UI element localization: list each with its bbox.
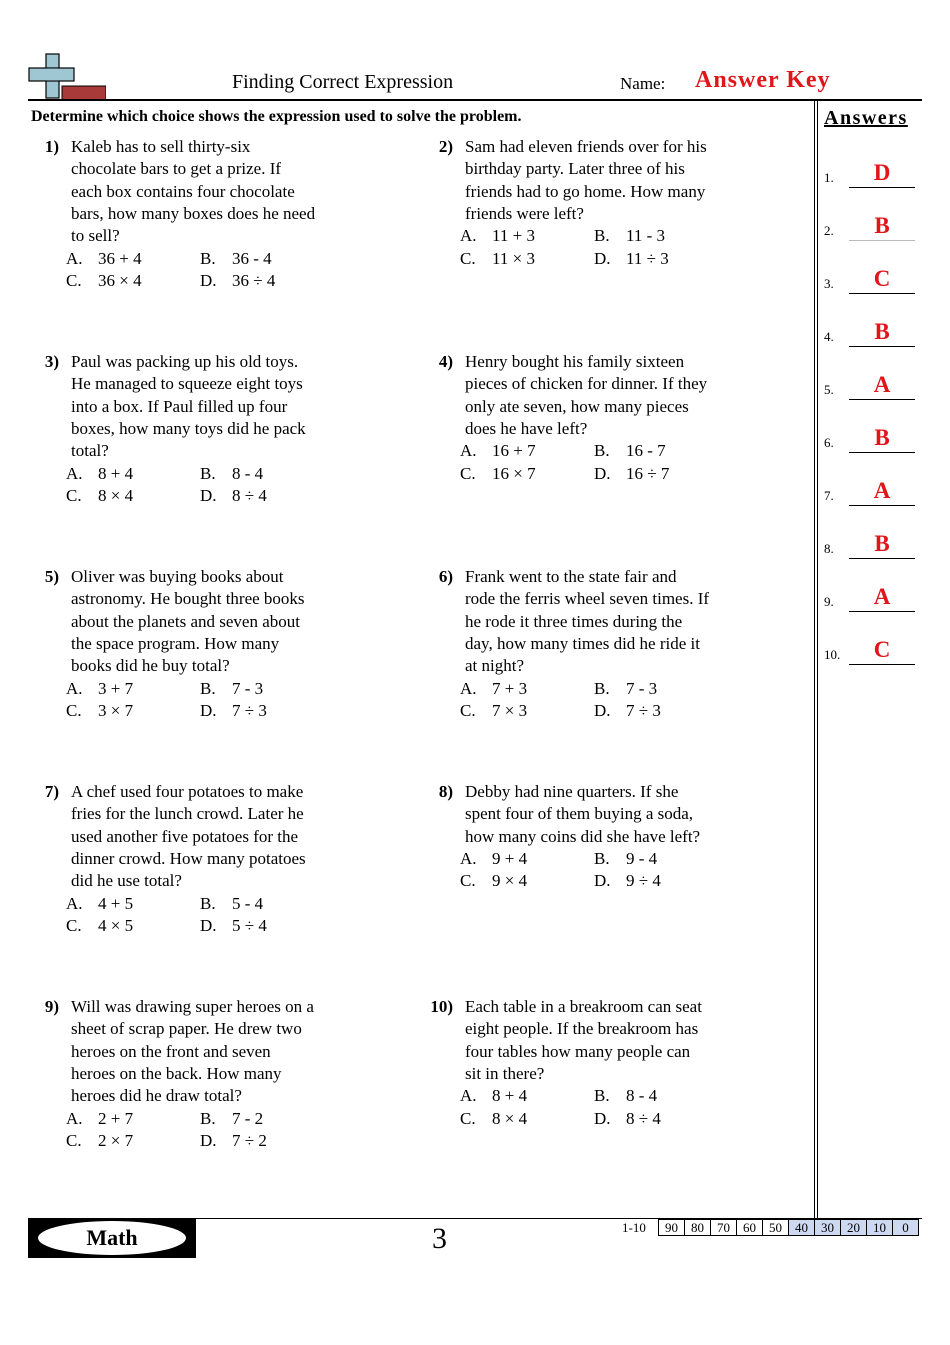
problem-text [71,781,361,892]
answer-letter: C [873,637,891,662]
problem-text-line: He managed to squeeze eight toys [71,374,303,394]
answer-choice [200,678,263,700]
answer-line [849,611,915,612]
answer-choice [594,1085,657,1107]
subject-badge [28,1218,196,1258]
answer-line [849,505,915,506]
problem-7 [36,781,366,941]
choice-letter: C. [460,871,476,891]
choice-expression: 11 × 3 [492,248,535,268]
choice-letter: A. [66,248,83,268]
choice-expression: 9 ÷ 4 [626,871,661,891]
choice-letter: D. [200,485,217,505]
choice-expression: 8 + 4 [492,1086,528,1106]
answer-number: 8. [824,541,834,556]
plus-sign-logo-icon [28,53,106,101]
problem-text-line: only ate seven, how many pieces [465,396,689,416]
problem-number: 6) [438,567,453,586]
problem-number: 3) [44,352,59,371]
score-cell: 70 [711,1220,737,1236]
choice-letter: C. [460,248,476,268]
answer-choice [200,893,263,915]
problem-10 [430,996,760,1134]
problem-text [71,566,361,677]
problem-2 [430,136,760,274]
problem-text-line: Henry bought his family sixteen [465,352,685,371]
problem-text-line: Each table in a breakroom can seat [465,997,702,1016]
problem-text-line: day, how many times did he ride it [465,633,700,653]
score-cell: 20 [841,1220,867,1236]
answer-choice [200,485,267,507]
answer-letter: C [873,266,891,291]
problem-text-line: rode the ferris wheel seven times. If [465,589,710,609]
choice-letter: C. [460,1108,476,1128]
choice-expression: 8 - 4 [232,463,264,483]
choice-letter: A. [66,678,83,698]
problem-text-line: heroes on the back. How many [71,1063,282,1083]
problem-text-line: does he have left? [465,418,588,438]
answer-letter: B [874,425,890,450]
problem-text-line: eight people. If the breakroom has [465,1019,699,1039]
choice-letter: C. [460,700,476,720]
choice-letter: B. [200,1108,216,1128]
answer-choice [66,1130,133,1152]
choice-expression: 9 × 4 [492,871,528,891]
problem-number: 4) [438,352,453,371]
answer-choice [66,485,133,507]
problem-text [465,996,755,1085]
problem-text-line: at night? [465,656,525,676]
answer-row [824,307,919,347]
choice-letter: B. [594,678,610,698]
choice-expression: 16 ÷ 7 [626,463,670,483]
answer-row [824,254,919,294]
problem-number: 10) [430,997,453,1016]
answer-choice [460,700,527,722]
problem-number: 5) [44,567,59,586]
answer-choice [460,678,527,700]
instructions: Determine which choice shows the expression used to solve the problem. [31,108,522,125]
score-cell: 80 [685,1220,711,1236]
problem-text-line: friends were left? [465,203,584,223]
answer-choice [594,225,665,247]
problem-text-line: how many coins did she have left? [465,826,701,846]
answer-key-label: Answer Key [695,67,831,93]
page-number: 3 [432,1222,447,1255]
answers-title: Answers [824,107,908,129]
problem-text-line: heroes did he draw total? [71,1086,242,1106]
problem-text-line: heroes on the front and seven [71,1041,271,1061]
choice-letter: D. [200,1130,217,1150]
problem-text-line: astronomy. He bought three books [71,589,305,609]
choice-expression: 36 - 4 [232,248,272,268]
choice-letter: D. [594,871,611,891]
problem-text-line: pieces of chicken for dinner. If they [465,374,708,394]
problem-text [71,996,361,1107]
choice-letter: D. [594,248,611,268]
choice-letter: A. [460,848,477,868]
answer-choice [594,463,669,485]
header-divider [28,99,922,101]
score-cell: 0 [893,1220,919,1236]
score-cell: 10 [867,1220,893,1236]
choice-expression: 16 + 7 [492,441,536,461]
choice-letter: B. [594,848,610,868]
choice-letter: B. [200,678,216,698]
problem-text-line: fries for the lunch crowd. Later he [71,804,304,824]
answer-letter: B [874,213,890,238]
answers-column-divider [814,101,818,1219]
name-label: Name: [620,74,666,93]
problem-number: 9) [44,997,59,1016]
choice-expression: 4 × 5 [98,915,134,935]
answer-letter: A [873,584,891,609]
choice-letter: C. [66,1130,82,1150]
subject-label: Math [86,1225,138,1250]
answer-number: 6. [824,435,834,450]
problem-text [71,136,361,247]
answer-choice [460,225,535,247]
choice-letter: B. [594,1086,610,1106]
choice-letter: D. [594,463,611,483]
score-cell: 50 [763,1220,789,1236]
problem-text-line: did he use total? [71,871,182,891]
choice-expression: 7 + 3 [492,678,528,698]
problem-text-line: Sam had eleven friends over for his [465,137,707,156]
problem-text-line: boxes, how many toys did he pack [71,418,306,438]
problem-8 [430,781,760,897]
score-cell: 60 [737,1220,763,1236]
problem-text-line: Debby had nine quarters. If she [465,782,679,801]
choice-letter: B. [594,441,610,461]
answer-letter: B [874,531,890,556]
choice-expression: 3 × 7 [98,700,134,720]
answer-choice [200,1130,267,1152]
answer-line [849,399,915,400]
answer-choice [594,440,666,462]
score-cell: 30 [815,1220,841,1236]
answer-line [849,452,915,453]
choice-letter: B. [200,463,216,483]
choice-expression: 16 - 7 [626,441,666,461]
answer-choice [66,700,133,722]
choice-letter: A. [66,893,83,913]
problem-6 [430,566,760,726]
choice-letter: C. [460,463,476,483]
problem-number: 1) [44,137,59,156]
choice-expression: 36 ÷ 4 [232,270,276,290]
choice-letter: A. [66,1108,83,1128]
choice-expression: 11 - 3 [626,226,666,246]
choice-letter: A. [460,226,477,246]
problem-text-line: the space program. How many [71,633,280,653]
answer-row [824,148,919,188]
problem-text-line: Will was drawing super heroes on a [71,997,314,1016]
answer-choice [200,700,267,722]
answer-number: 9. [824,594,834,609]
answer-line [849,664,915,665]
choice-letter: D. [200,700,217,720]
answer-row [824,413,919,453]
answer-row [824,360,919,400]
answer-choice [594,870,661,892]
answer-choice [460,248,535,270]
answer-choice [66,1108,133,1130]
problem-text-line: spent four of them buying a soda, [465,804,694,824]
answer-line [849,558,915,559]
problem-text [465,351,755,440]
answer-choice [66,463,133,485]
problem-text-line: A chef used four potatoes to make [71,782,304,801]
answer-choice [594,700,661,722]
answer-choice [200,248,272,270]
choice-expression: 7 ÷ 3 [232,700,267,720]
problem-text-line: sheet of scrap paper. He drew two [71,1019,302,1039]
answer-choice [460,1108,527,1130]
choice-letter: B. [200,248,216,268]
problem-text-line: used another five potatoes for the [71,826,299,846]
problem-text-line: bars, how many boxes does he need [71,203,316,223]
answer-line [849,293,915,294]
choice-expression: 9 - 4 [626,848,658,868]
problem-text-line: Kaleb has to sell thirty-six [71,137,251,156]
choice-expression: 36 × 4 [98,270,142,290]
answer-choice [460,440,536,462]
answer-choice [66,893,133,915]
choice-expression: 8 ÷ 4 [626,1108,661,1128]
choice-letter: D. [200,915,217,935]
problem-text-line: each box contains four chocolate [71,181,295,201]
answer-choice [200,915,267,937]
answer-number: 3. [824,276,834,291]
answer-number: 1. [824,170,834,185]
problem-text [71,351,361,462]
choice-letter: D. [200,270,217,290]
problem-text [465,566,755,677]
problem-text-line: into a box. If Paul filled up four [71,396,288,416]
score-cell: 90 [659,1220,685,1236]
problem-text-line: dinner crowd. How many potatoes [71,848,306,868]
answer-choice [594,1108,661,1130]
choice-expression: 16 × 7 [492,463,536,483]
answer-row [824,625,919,665]
problem-text-line: he rode it three times during the [465,611,683,631]
answer-choice [460,463,536,485]
choice-letter: D. [594,1108,611,1128]
answer-row [824,572,919,612]
choice-letter: B. [200,893,216,913]
score-cell: 40 [789,1220,815,1236]
choice-expression: 8 - 4 [626,1086,658,1106]
choice-expression: 8 ÷ 4 [232,485,267,505]
choice-expression: 11 + 3 [492,226,535,246]
answer-number: 2. [824,223,834,238]
choice-expression: 4 + 5 [98,893,134,913]
choice-letter: C. [66,915,82,935]
choice-letter: A. [460,678,477,698]
answer-letter: A [873,372,891,397]
answer-choice [66,248,142,270]
choice-letter: D. [594,700,611,720]
answer-line [849,346,915,347]
choice-expression: 2 + 7 [98,1108,134,1128]
problem-3 [36,351,366,511]
answer-choice [66,270,142,292]
choice-expression: 36 + 4 [98,248,142,268]
problem-text-line: books did he buy total? [71,656,230,676]
problem-text [465,781,755,848]
answer-choice [594,678,657,700]
problem-number: 8) [438,782,453,801]
answer-number: 5. [824,382,834,397]
choice-letter: A. [460,441,477,461]
score-table [658,1219,919,1236]
problem-text-line: Oliver was buying books about [71,567,284,586]
answer-choice [460,1085,527,1107]
choice-expression: 7 - 2 [232,1108,264,1128]
answer-letter: D [873,160,891,185]
problem-5 [36,566,366,726]
answer-choice [66,915,133,937]
problem-text [465,136,755,225]
answer-choice [200,463,263,485]
answer-number: 4. [824,329,834,344]
answer-row [824,519,919,559]
problem-number: 2) [438,137,453,156]
problem-text-line: four tables how many people can [465,1041,691,1061]
problem-text-line: Frank went to the state fair and [465,567,677,586]
choice-letter: A. [460,1086,477,1106]
choice-expression: 8 × 4 [492,1108,528,1128]
choice-letter: C. [66,700,82,720]
answer-number: 10. [824,647,841,662]
problem-number: 7) [44,782,59,801]
choice-letter: B. [594,226,610,246]
problem-4 [430,351,760,489]
choice-letter: C. [66,485,82,505]
subject-badge-oval [38,1221,186,1255]
problem-text-line: total? [71,441,109,461]
answer-row [824,466,919,506]
answer-line [849,240,915,241]
choice-expression: 7 - 3 [626,678,658,698]
choice-expression: 7 - 3 [232,678,264,698]
problem-text-line: Paul was packing up his old toys. [71,352,299,371]
problem-text-line: chocolate bars to get a prize. If [71,159,282,179]
choice-expression: 7 ÷ 2 [232,1130,267,1150]
problem-9 [36,996,366,1156]
choice-expression: 7 ÷ 3 [626,700,661,720]
choice-letter: A. [66,463,83,483]
choice-expression: 8 + 4 [98,463,134,483]
worksheet-title: Finding Correct Expression [232,71,454,93]
choice-expression: 2 × 7 [98,1130,134,1150]
problem-1 [36,136,366,296]
answer-choice [200,1108,263,1130]
choice-expression: 8 × 4 [98,485,134,505]
problem-text-line: to sell? [71,226,120,246]
answer-choice [66,678,133,700]
score-range-label: 1-10 [622,1220,646,1235]
answer-row [824,201,919,241]
score-row [659,1220,919,1236]
problem-text-line: birthday party. Later three of his [465,159,685,179]
answer-choice [594,248,669,270]
answer-choice [594,848,657,870]
choice-expression: 3 + 7 [98,678,134,698]
problem-text-line: friends had to go home. How many [465,181,706,201]
choice-letter: C. [66,270,82,290]
answer-choice [460,870,527,892]
answer-letter: B [874,319,890,344]
choice-expression: 11 ÷ 3 [626,248,669,268]
answer-choice [200,270,275,292]
answer-letter: A [873,478,891,503]
problem-text-line: sit in there? [465,1063,545,1083]
choice-expression: 5 - 4 [232,893,264,913]
answer-number: 7. [824,488,834,503]
choice-expression: 7 × 3 [492,700,528,720]
answer-line [849,187,915,188]
choice-expression: 9 + 4 [492,848,528,868]
choice-expression: 5 ÷ 4 [232,915,267,935]
problem-text-line: about the planets and seven about [71,611,300,631]
answer-choice [460,848,527,870]
